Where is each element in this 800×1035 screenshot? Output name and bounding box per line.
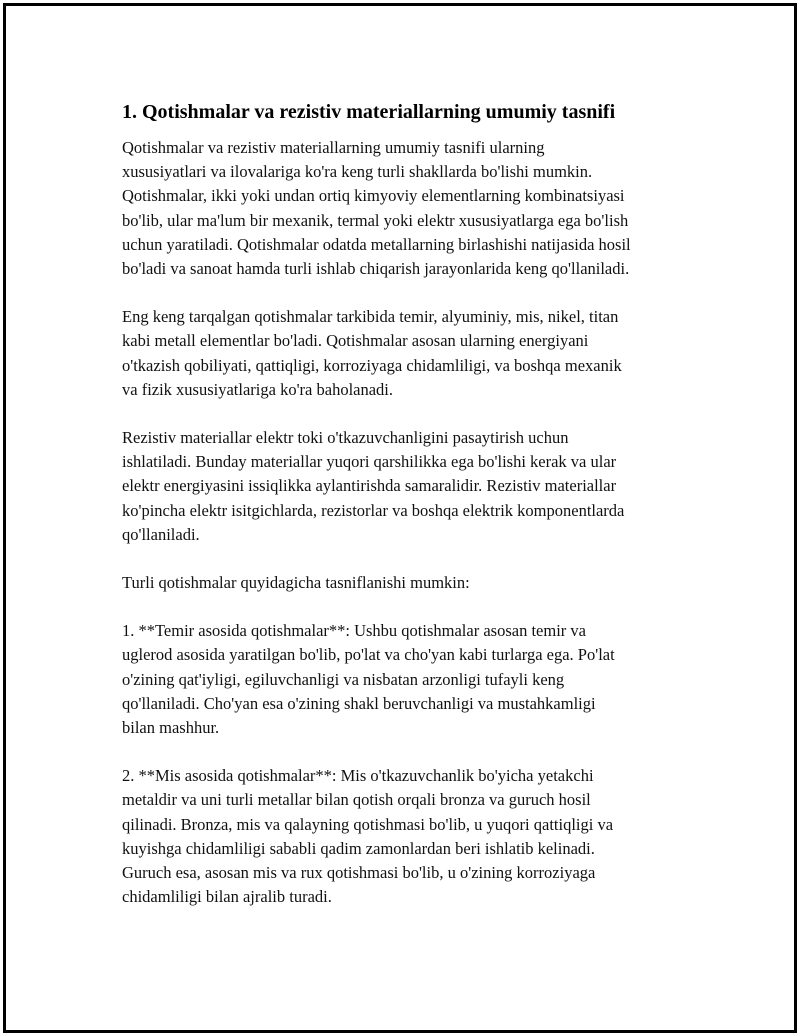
text-line: ko'pincha elektr isitgichlarda, rezistorlar va boshqa elektrik komponentlarda <box>122 500 625 520</box>
text-line: Guruch esa, asosan mis va rux qotishmasi bo'lib, u o'zining korroziyaga <box>122 863 596 883</box>
text-line: ishlatiladi. Bunday materiallar yuqori qarshilikka ega bo'lishi kerak va ular <box>122 452 617 472</box>
text-line: bo'ladi va sanoat hamda turli ishlab chiqarish jarayonlarida keng qo'llaniladi. <box>122 259 630 279</box>
text-line: kuyishga chidamliligi sababli qadim zamonlardan beri ishlatib kelinadi. <box>122 838 595 858</box>
text-line: 2. **Mis asosida qotishmalar**: Mis o'tkazuvchanlik bo'yicha yetakchi <box>122 766 594 786</box>
text-line: qo'llaniladi. <box>122 524 200 544</box>
text-line: uglerod asosida yaratilgan bo'lib, po'lat va cho'yan kabi turlarga ega. Po'lat <box>122 645 615 665</box>
paragraph-classification-intro <box>122 571 692 595</box>
text-line: o'zining qat'iyligi, egiluvchanligi va nisbatan arzonligi tufayli keng <box>122 669 565 689</box>
text-line: 1. **Temir asosida qotishmalar**: Ushbu qotishmalar asosan temir va <box>122 621 586 641</box>
text-line: qo'llaniladi. Cho'yan esa o'zining shakl beruvchanligi va mustahkamligi <box>122 693 596 713</box>
section-heading: 1. Qotishmalar va rezistiv materiallarning umumiy tasnifi <box>122 101 616 123</box>
page-frame <box>3 3 797 1033</box>
text-line: Rezistiv materiallar elektr toki o'tkazuvchanligini pasaytirish uchun <box>122 428 569 448</box>
text-line: chidamliligi bilan ajralib turadi. <box>122 887 332 907</box>
list-item-copper-alloys <box>122 764 692 909</box>
paragraph-intro <box>122 136 692 281</box>
text-line: Eng keng tarqalgan qotishmalar tarkibida temir, alyuminiy, mis, nikel, titan <box>122 307 619 327</box>
text-line: bilan mashhur. <box>122 718 220 738</box>
document-body <box>122 98 692 933</box>
text-line: xususiyatlari va ilovalariga ko'ra keng turli shakllarda bo'lishi mumkin. <box>122 162 593 182</box>
paragraph-common-alloys <box>122 305 692 402</box>
text-line: o'tkazish qobiliyati, qattiqligi, korroziyaga chidamliligi, va boshqa mexanik <box>122 355 622 375</box>
list-item-iron-alloys <box>122 619 692 740</box>
text-line: kabi metall elementlar bo'ladi. Qotishmalar asosan ularning energiyani <box>122 331 589 351</box>
text-line: bo'lib, ular ma'lum bir mexanik, termal yoki elektr xususiyatlarga ega bo'lish <box>122 210 629 230</box>
text-line: elektr energiyasini issiqlikka aylantirishda samaralidir. Rezistiv materiallar <box>122 476 617 496</box>
text-line: metaldir va uni turli metallar bilan qotish orqali bronza va guruch hosil <box>122 790 591 810</box>
text-line: Qotishmalar, ikki yoki undan ortiq kimyoviy elementlarning kombinatsiyasi <box>122 186 625 206</box>
text-line: Qotishmalar va rezistiv materiallarning umumiy tasnifi ularning <box>122 138 545 157</box>
text-line: Turli qotishmalar quyidagicha tasniflanishi mumkin: <box>122 573 470 593</box>
text-line: uchun yaratiladi. Qotishmalar odatda metallarning birlashishi natijasida hosil <box>122 234 631 254</box>
text-line: va fizik xususiyatlariga ko'ra baholanadi. <box>122 379 394 399</box>
text-line: qilinadi. Bronza, mis va qalayning qotishmasi bo'lib, u yuqori qattiqligi va <box>122 814 614 834</box>
paragraph-resistive-materials <box>122 426 692 547</box>
